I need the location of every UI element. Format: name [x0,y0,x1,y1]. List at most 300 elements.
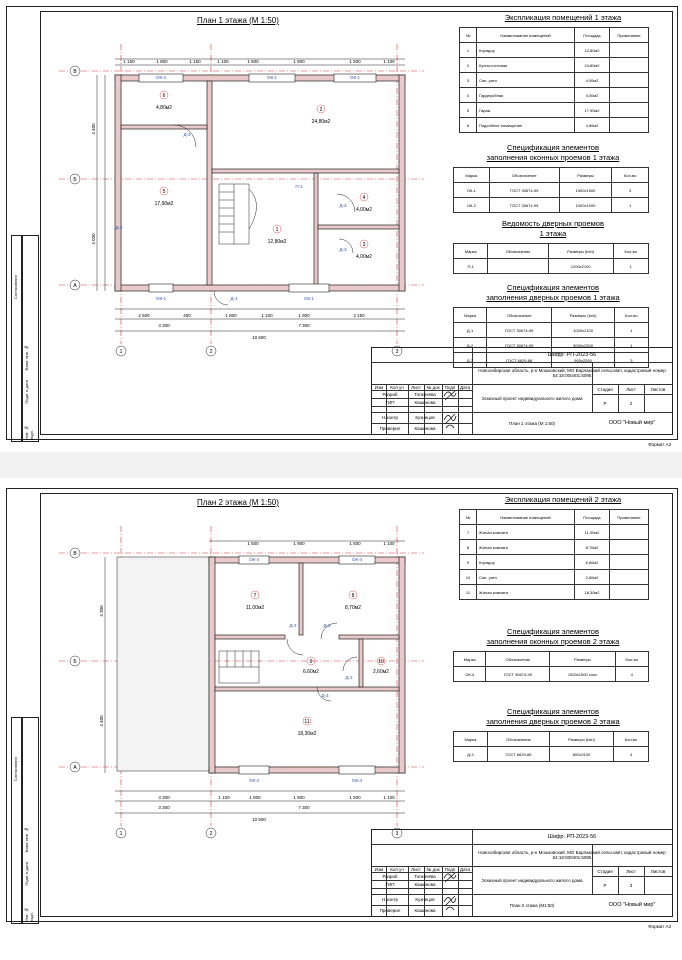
table-cell [610,73,649,88]
rooms-table-title: Экспликация помещений 1 этажа [504,13,622,22]
dimension: 2 500 [138,313,150,318]
room-area: 18,30м2 [297,731,317,737]
dimension: 7 300 [298,323,310,328]
table-header: Кол-во [614,308,648,323]
stamp-sheet-name: План 1 этажа (М 1:50) [508,420,556,426]
table-cell: 12,80м2 [575,43,610,58]
gates-table-title [443,219,663,239]
stamp-col-header: Изм [374,866,384,872]
side-label: Подп. и дата [24,862,29,886]
stamp-col-header: № док [426,866,440,872]
windows-table-title [443,143,663,163]
table-cell: Жилая комната [477,540,575,555]
axis-label: В [73,551,77,557]
side-label: Взам. инв. № [24,345,29,371]
table-header: Размеры [550,652,615,667]
dimension: 1 800 [156,59,168,64]
rooms-table-title: Экспликация помещений 2 этажа [504,495,622,504]
stamp-person: Кузнецов [415,415,435,420]
signature-icon [442,870,458,914]
room-area: 4,80м2 [156,105,172,111]
table-cell: ОК-2 [454,198,490,213]
opening-mark: ОК-1 [266,75,278,80]
table-cell: Сан. узел [477,73,575,88]
room-area: 2,60м2 [373,669,389,675]
room-number: 6 [162,93,166,99]
table-cell: Коридор [477,555,575,570]
windows-table-title [443,627,663,647]
table-cell: 6,60м2 [575,555,610,570]
title-line: Спецификация элементов [507,707,599,716]
side-label: Подп. и дата [24,380,29,404]
table-cell: Кухня-гостиная [477,58,575,73]
side-label: Согласовано [13,275,18,300]
stamp-col-header: Подп [444,384,456,390]
table-cell: 7 [460,525,477,540]
table-cell: ГОСТ 6629-88 [487,747,549,762]
dimension: 400 [183,313,191,318]
dimension: 2 150 [353,313,365,318]
dimension: 4 030 [91,233,96,245]
title-line: Спецификация элементов [507,143,599,152]
rooms-table [459,27,649,133]
table-cell [610,570,649,585]
opening-mark: ОК-4 [248,557,260,562]
table-cell: 3 [460,73,477,88]
table-header: № [460,510,477,525]
room-number: 11 [304,719,310,725]
table-cell: 1 [613,259,648,274]
table-row [454,183,649,198]
dimension: 1 500 [247,541,259,546]
table-cell [610,585,649,600]
table-cell: Д-3 [454,353,487,368]
stamp-person: Кашинова [414,881,436,887]
dimension: 3 300 [158,805,170,810]
room-number: 2 [319,107,323,113]
room-area: 8,70м2 [345,605,361,611]
stamp-sheet: 2 [629,400,633,406]
table-header: Обозначение [488,244,548,259]
table-cell [488,259,548,274]
table-cell: 6 [460,118,477,133]
stamp-sheets-header: Листов [650,386,666,392]
floor-plan-1 [59,29,429,374]
table-header: Обозначение [489,168,559,183]
stamp-role: ГИП [385,881,395,887]
dimension-total: 10 600 [252,817,266,822]
stamp-role: Н.контр [381,897,399,902]
table-cell [610,540,649,555]
dimension: 1 100 [218,795,230,800]
stamp-col-header: Дата [460,866,470,872]
table-header: Примечание [610,510,649,525]
table-cell: 8 [460,540,477,555]
table-cell: 4 [614,747,649,762]
title-line: Ведомость дверных проемов [502,219,604,228]
table-header-row [460,510,649,525]
table-header: Кол-во [613,244,648,259]
opening-mark: ОК-1 [349,75,361,80]
stamp-col-header: Изм [374,384,384,390]
room-number: 1 [275,227,279,233]
table-cell: Д-2 [454,338,487,353]
table-cell: 24,80м2 [575,58,610,73]
room-area: 12,80м2 [267,239,287,245]
stamp-person: Кашинова [414,908,436,913]
table-cell: Коридор [477,43,575,58]
table-cell: ОК-1 [454,183,490,198]
stamp-person: Кузнецов [415,897,435,902]
stamp-sheets-header: Листов [650,868,666,874]
table-cell: 4,80м2 [575,118,610,133]
table-cell: ГОСТ 30674-99 [489,183,559,198]
table-row [460,525,649,540]
table-header: Марка [454,308,487,323]
room-area: 4,00м2 [356,254,372,260]
side-label: Инв. № подл. [24,907,34,922]
stamp-person: Толкачёва [414,873,436,879]
table-cell: 3 [614,353,648,368]
stamp-col-header: № док [426,384,440,390]
opening-mark: П-1 [295,184,303,189]
dimension: 1 100 [217,59,229,64]
table-cell: 1 [460,43,477,58]
opening-mark: Д-2 [115,225,123,230]
table-cell: ГОСТ 30674-99 [486,667,550,682]
rooms-table [459,509,649,600]
signature-icon [442,388,458,432]
table-cell: 1 [612,198,649,213]
table-cell: 2 [460,58,477,73]
table-header: № [460,28,477,43]
table-cell: П-1 [454,259,488,274]
stamp-role: Н.контр [381,415,399,420]
stamp-object: Эскизный проект индивидуального жилого дома [481,877,583,883]
table-row [460,585,649,600]
side-label: Согласовано [13,757,18,782]
opening-mark: Д-3 [339,203,347,208]
sheet-format: Формат А3 [648,442,671,447]
table-header: Обозначение [486,652,550,667]
opening-mark: ОК-1 [303,296,315,301]
table-cell: Д-3 [454,747,488,762]
doors-table-title [443,707,663,727]
stamp-role: Разраб [382,873,398,879]
table-cell [610,118,649,133]
sheet-gap [0,452,682,478]
title-block [371,829,673,917]
stamp-sheets [644,394,672,412]
room-number: 8 [351,593,355,599]
table-cell: 1500х1500 сокс [550,667,615,682]
title-line: заполнения оконных проемов 1 этажа [486,153,620,162]
room-number: 10 [378,659,384,665]
table-header: Марка [454,244,488,259]
sheet-format: Формат А3 [648,924,671,929]
room-number: 3 [362,242,366,248]
table-row [460,88,649,103]
table-cell: Сан. узел [477,570,575,585]
title-block [371,347,673,435]
plan-title: План 1 этажа (М 1:50) [197,16,279,25]
table-header: Кол-во [612,168,649,183]
table-cell: 11,00м2 [575,525,610,540]
drawing-sheet-1 [6,6,678,447]
side-approval-strip [11,717,39,922]
table-cell [610,103,649,118]
table-header-row [454,168,649,183]
stamp-sheet-name: План 2 этажа (М1:50) [509,902,555,908]
table-cell: 1000х2100 [552,323,614,338]
table-cell: 8,70м2 [575,540,610,555]
table-row [460,58,649,73]
stamp-object: Эскизный проект индивидуального жилого дома [481,395,583,401]
table-header: Обозначение [487,732,549,747]
table-cell: Д-1 [454,323,487,338]
table-cell: Подсобное помещение [477,118,575,133]
table-header: Размеры (bхh) [548,244,613,259]
table-header: Размеры (bхh) [550,732,614,747]
windows-table [453,651,649,682]
dimension: 1 500 [349,59,361,64]
table-cell: ОК-4 [454,667,486,682]
table-cell: ГОСТ 30674-99 [487,338,552,353]
stamp-stage-header: Стадия [597,868,613,874]
table-cell: 3 [612,183,649,198]
stamp-address: Новосибирская область, р-н Мошковский, МО Барлакский сельсовет, кадастровый номер 54:18:000401:5095 [478,850,666,860]
table-header-row [454,244,649,259]
table-row [460,540,649,555]
dimension: 1 100 [383,59,395,64]
table-header: Примечание [610,28,649,43]
table-row [454,323,649,338]
opening-mark: ОК-4 [351,557,363,562]
dimension: 4 400 [99,715,104,727]
table-cell: 1500х1500 [559,183,611,198]
table-cell: 1 [614,338,648,353]
dimension: 4 400 [91,123,96,135]
stamp-role: Разраб [382,391,398,397]
table-header: Размеры [559,168,611,183]
table-row [460,555,649,570]
dimension: 1 900 [298,313,310,318]
windows-table [453,167,649,213]
table-cell: 900х2250 [552,353,614,368]
stamp-code: Шифр: РП-2023-56 [547,352,597,358]
table-header-row [454,652,649,667]
table-row [460,73,649,88]
floor-plan-2 [59,511,429,856]
dimension: 3 300 [158,795,170,800]
table-header-row [460,28,649,43]
dimension: 1 500 [349,795,361,800]
axis-label: А [73,283,77,289]
dimension-total: 10 600 [252,335,266,340]
table-cell: 4 [460,88,477,103]
stamp-person: Кашинова [414,426,436,431]
table-header: Марка [454,652,486,667]
opening-mark: Д-3 [183,132,191,137]
title-line: Спецификация элементов [507,283,599,292]
side-label: Взам. инв. № [24,827,29,853]
table-header: Наименование помещений [477,510,575,525]
dimension: 3 300 [158,323,170,328]
stamp-role: ГИП [385,399,395,405]
table-cell: 11 [460,585,477,600]
stamp-col-header: Подп [444,866,456,872]
dimension: 1 900 [293,59,305,64]
room-area: 4,00м2 [356,207,372,213]
opening-mark: ОК-4 [248,778,260,783]
room-area: 24,80м2 [311,119,331,125]
dimension: 1 900 [293,541,305,546]
table-cell: 9 [460,555,477,570]
stamp-col-header: Кол.уч [390,384,404,390]
table-row [460,570,649,585]
axis-label: В [73,69,77,75]
doors-table-title [443,283,663,303]
title-line: Спецификация элементов [507,627,599,636]
stamp-stage: Р [603,882,607,888]
axis-label: 1 [119,349,123,355]
table-cell: Жилая комната [477,585,575,600]
opening-mark: ОК-1 [155,296,167,301]
dimension: 1 900 [293,795,305,800]
table-row [460,103,649,118]
table-cell: Гардеробная [477,88,575,103]
table-cell: 1000х1000 [559,198,611,213]
stamp-col-header: Лист [411,866,421,872]
plan-title: План 2 этажа (М 1:50) [197,498,279,507]
table-header: Кол-во [614,732,649,747]
room-number: 5 [162,189,166,195]
dimension: 1 150 [123,59,135,64]
room-area: 11,00м2 [245,605,265,611]
stamp-person: Толкачёва [414,391,436,397]
title-line: заполнения дверных проемов 1 этажа [486,293,620,302]
title-line: заполнения дверных проемов 2 этажа [486,717,620,726]
opening-mark: Д-3 [321,693,329,698]
table-header: Марка [454,732,488,747]
table-row [460,43,649,58]
axis-label: 1 [119,831,123,837]
stamp-col-header: Кол.уч [390,866,404,872]
table-header: Марка [454,168,490,183]
table-header: Площадь [575,510,610,525]
room-area: 6,60м2 [303,669,319,675]
table-header: Размеры (bхh) [552,308,614,323]
table-cell: Гараж [477,103,575,118]
stamp-col-header: Лист [411,384,421,390]
axis-label: 2 [209,349,213,355]
stamp-person: Кашинова [414,399,436,405]
stamp-stage: Р [603,400,607,406]
title-line: 1 этажа [539,229,567,238]
opening-mark: Д-3 [323,623,331,628]
opening-mark: Д-3 [289,623,297,628]
gates-table [453,243,649,274]
table-cell: 4 [615,667,649,682]
table-cell: ГОСТ 6629-88 [487,353,552,368]
axis-label: Б [73,177,77,183]
table-header: Кол-во [615,652,649,667]
axis-label: А [73,765,77,771]
axis-label: Б [73,659,77,665]
axis-label: 3 [395,831,399,837]
table-header: Наименование помещений [477,28,575,43]
stamp-col-header: Дата [460,384,470,390]
dimension: 1 500 [349,541,361,546]
table-cell: 1 [614,323,648,338]
table-cell: 4,00м2 [575,88,610,103]
dimension: 1 800 [249,795,261,800]
table-cell [610,58,649,73]
stamp-stage-header: Стадия [597,386,613,392]
table-cell: ГОСТ 30674-99 [489,198,559,213]
dimension: 1 150 [189,59,201,64]
dimension: 1 500 [247,59,259,64]
table-cell: 4,00м2 [575,73,610,88]
opening-mark: ОК-2 [155,75,167,80]
table-header: Площадь [575,28,610,43]
table-cell [610,555,649,570]
room-number: 4 [362,195,366,201]
opening-mark: Д-1 [230,296,238,301]
table-row [460,118,649,133]
stamp-organization: ООО "Новый мир" [608,420,656,426]
dimension: 4 300 [99,605,104,617]
table-row [454,667,649,682]
table-cell: 2,60м2 [575,570,610,585]
table-header-row [454,732,649,747]
stamp-organization: ООО "Новый мир" [608,902,656,908]
drawing-sheet-2 [6,488,678,929]
stamp-sheet-header: Лист [626,868,636,874]
stamp-sheet: 3 [629,882,633,888]
stamp-address: Новосибирская область, р-н Мошковский, МО Барлакский сельсовет, кадастровый номер 54:18:000401:5095 [478,368,666,378]
table-header: Обозначение [487,308,552,323]
table-cell [610,88,649,103]
opening-mark: ОК-4 [351,778,363,783]
title-line: заполнения оконных проемов 2 этажа [486,637,620,646]
table-cell: 17,90м2 [575,103,610,118]
dimension: 1 100 [383,795,395,800]
room-number: 9 [309,659,313,665]
side-approval-strip [11,235,39,440]
table-cell [610,525,649,540]
stamp-role: Проверил [379,908,401,913]
table-cell: Жилая комната [477,525,575,540]
table-cell: 3000х2300 [552,338,614,353]
axis-label: 2 [209,831,213,837]
table-cell: 5 [460,103,477,118]
table-row [454,198,649,213]
stamp-role: Проверил [379,426,401,431]
opening-mark: Д-3 [345,675,353,680]
table-cell: ГОСТ 30674-99 [487,323,552,338]
opening-mark: Д-3 [339,247,347,252]
table-header-row [454,308,649,323]
stamp-sheets [644,876,672,894]
table-row [454,259,649,274]
room-number: 7 [253,593,257,599]
dimension: 7 300 [298,805,310,810]
table-cell: 18,30м2 [575,585,610,600]
table-cell: 1200х2100 [548,259,613,274]
dimension: 1 100 [261,313,273,318]
table-cell: 800х2100 [550,747,614,762]
